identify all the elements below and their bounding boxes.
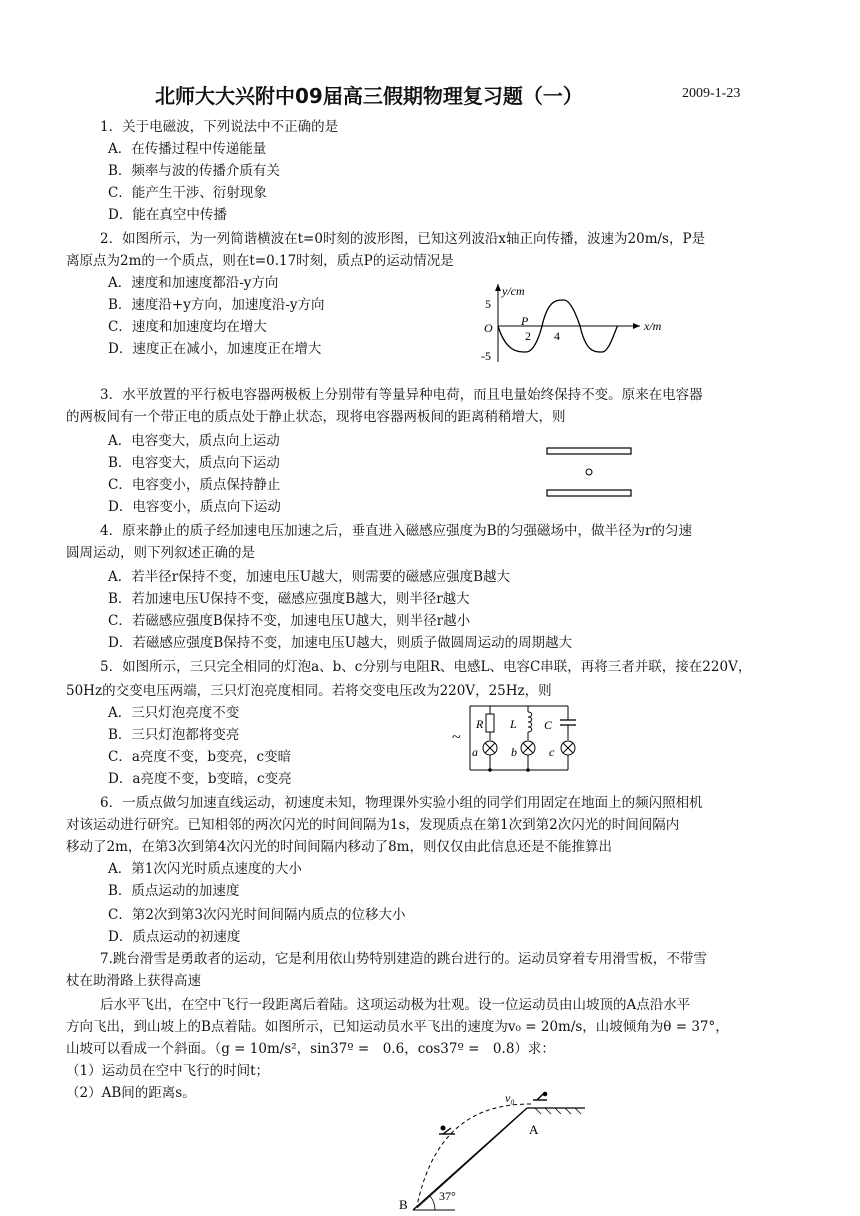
q2-wave-figure bbox=[470, 280, 680, 370]
q4-option-a: A．若半径r保持不变，加速电压U越大，则需要的磁感应强度B越大 bbox=[108, 569, 510, 585]
date: 2009-1-23 bbox=[682, 86, 741, 101]
q1-option-a: A．在传播过程中传递能量 bbox=[108, 141, 267, 157]
q7-line3: 后水平飞出，在空中飞行一段距离后着陆。这项运动极为壮观。设一位运动员由山坡顶的A点沿水平 bbox=[100, 997, 691, 1013]
q7-sub2: （2）AB间的距离s。 bbox=[66, 1085, 196, 1101]
q1-option-b: B．频率与波的传播介质有关 bbox=[108, 163, 280, 179]
q7-angle-label: 37° bbox=[439, 1189, 456, 1203]
q5-label-r: R bbox=[476, 717, 484, 731]
q5-ac-source: ~ bbox=[452, 729, 461, 746]
q1-stem: 1．关于电磁波，下列说法中不正确的是 bbox=[100, 119, 339, 135]
q2-stem-line1: 2．如图所示，为一列简谐横波在t=0时刻的波形图，已知这列波沿x轴正向传播，波速为20m/s，P是 bbox=[100, 231, 706, 247]
q6-stem-line3: 移动了2m，在第3次到第4次闪光的时间间隔内移动了8m，则仅仅由此信息还是不能推算出 bbox=[66, 839, 612, 855]
q5-stem-line2: 50Hz的交变电压两端，三只灯泡亮度相同。若将交变电压改为220V，25Hz，则 bbox=[66, 683, 552, 699]
q3-option-a: A．电容变大，质点向上运动 bbox=[108, 433, 280, 449]
page-title: 北师大大兴附中09届高三假期物理复习题（一） bbox=[155, 84, 583, 108]
q4-option-d: D．若磁感应强度B保持不变，加速电压U越大，则质子做圆周运动的周期越大 bbox=[108, 635, 573, 651]
q2-option-d: D．速度正在减小，加速度正在增大 bbox=[108, 341, 322, 357]
q5-label-l: L bbox=[510, 717, 517, 731]
q5-stem-line1: 5．如图所示，三只完全相同的灯泡a、b、c分别与电阻R、电感L、电容C串联，再将三者并联，接在220V， bbox=[100, 659, 752, 675]
q7-v0-label: v₀ bbox=[505, 1091, 515, 1105]
q2-stem-line2: 离原点为2m的一个质点，则在t=0.17时刻，质点P的运动情况是 bbox=[66, 253, 454, 269]
q2-option-a: A．速度和加速度都沿-y方向 bbox=[108, 275, 279, 291]
q2-point-p-label: P bbox=[521, 314, 529, 328]
q5-label-a: a bbox=[472, 745, 478, 759]
q7-line2: 杖在助滑路上获得高速 bbox=[66, 973, 201, 989]
q6-option-b: B．质点运动的加速度 bbox=[108, 883, 240, 899]
q2-option-b: B．速度沿+y方向，加速度沿-y方向 bbox=[108, 297, 325, 313]
q6-option-d: D．质点运动的初速度 bbox=[108, 929, 241, 945]
q7-ski-jump-figure bbox=[395, 1090, 595, 1212]
q4-option-c: C．若磁感应强度B保持不变，加速电压U越大，则半径r越小 bbox=[108, 613, 471, 629]
q7-line1: 7.跳台滑雪是勇敢者的运动，它是利用依山势特别建造的跳台进行的。运动员穿着专用滑雪板，不带雪 bbox=[100, 951, 707, 967]
q3-option-c: C．电容变小，质点保持静止 bbox=[108, 477, 281, 493]
q3-stem-line2: 的两板间有一个带正电的质点处于静止状态，现将电容器两板间的距离稍稍增大，则 bbox=[66, 409, 566, 425]
q1-option-c: C．能产生干涉、衍射现象 bbox=[108, 185, 267, 201]
q2-x-tick-4: 4 bbox=[554, 329, 560, 343]
q7-line4: 方向飞出，到山坡上的B点着陆。如图所示，已知运动员水平飞出的速度为v₀ = 20m/s，山坡倾角为θ = 37°， bbox=[66, 1019, 729, 1035]
q5-label-c-cap: C bbox=[544, 718, 553, 732]
q5-option-d: D．a亮度不变，b变暗，c变亮 bbox=[108, 771, 292, 787]
q5-circuit-figure bbox=[450, 698, 590, 778]
q2-x-tick-2: 2 bbox=[525, 329, 531, 343]
q2-origin-label: O bbox=[484, 321, 493, 335]
q2-option-c: C．速度和加速度均在增大 bbox=[108, 319, 267, 335]
q5-label-c: c bbox=[549, 745, 555, 759]
q2-y-bottom-tick: -5 bbox=[481, 349, 491, 363]
q7-point-b-label: B bbox=[399, 1197, 408, 1212]
q7-point-a-label: A bbox=[529, 1122, 539, 1137]
q2-x-axis-label: x/m bbox=[644, 319, 662, 333]
skier-flight-icon bbox=[439, 1126, 455, 1134]
q2-y-axis-label: y/cm bbox=[502, 284, 525, 298]
q5-label-b: b bbox=[511, 745, 517, 759]
q7-sub1: （1）运动员在空中飞行的时间t； bbox=[66, 1063, 270, 1079]
skier-top-icon bbox=[533, 1092, 547, 1100]
q3-option-d: D．电容变小，质点向下运动 bbox=[108, 499, 281, 515]
q4-stem-line2: 圆周运动，则下列叙述正确的是 bbox=[66, 545, 255, 561]
q2-y-top-tick: 5 bbox=[485, 297, 491, 311]
q6-option-c: C．第2次到第3次闪光时间间隔内质点的位移大小 bbox=[108, 907, 406, 923]
q5-option-a: A．三只灯泡亮度不变 bbox=[108, 705, 240, 721]
q5-option-b: B．三只灯泡都将变亮 bbox=[108, 727, 240, 743]
q5-option-c: C．a亮度不变，b变亮，c变暗 bbox=[108, 749, 292, 765]
q4-option-b: B．若加速电压U保持不变，磁感应强度B越大，则半径r越大 bbox=[108, 591, 470, 607]
q3-capacitor-figure bbox=[545, 446, 635, 500]
q4-stem-line1: 4．原来静止的质子经加速电压加速之后，垂直进入磁感应强度为B的匀强磁场中，做半径为r的匀速 bbox=[100, 523, 692, 539]
q1-option-d: D．能在真空中传播 bbox=[108, 207, 227, 223]
q6-option-a: A．第1次闪光时质点速度的大小 bbox=[108, 861, 302, 877]
q7-line5: 山坡可以看成一个斜面。（g = 10m/s²，sin37º = 0.6，cos37º = 0.8）求： bbox=[66, 1041, 555, 1057]
q6-stem-line2: 对该运动进行研究。已知相邻的两次闪光的时间间隔为1s，发现质点在第1次到第2次闪光的时间间隔内 bbox=[66, 817, 680, 833]
q3-option-b: B．电容变大，质点向下运动 bbox=[108, 455, 280, 471]
q3-stem-line1: 3．水平放置的平行板电容器两极板上分别带有等量异种电荷，而且电量始终保持不变。原来在电容器 bbox=[100, 387, 703, 403]
q6-stem-line1: 6．一质点做匀加速直线运动，初速度未知，物理课外实验小组的同学们用固定在地面上的频闪照相机 bbox=[100, 795, 703, 811]
